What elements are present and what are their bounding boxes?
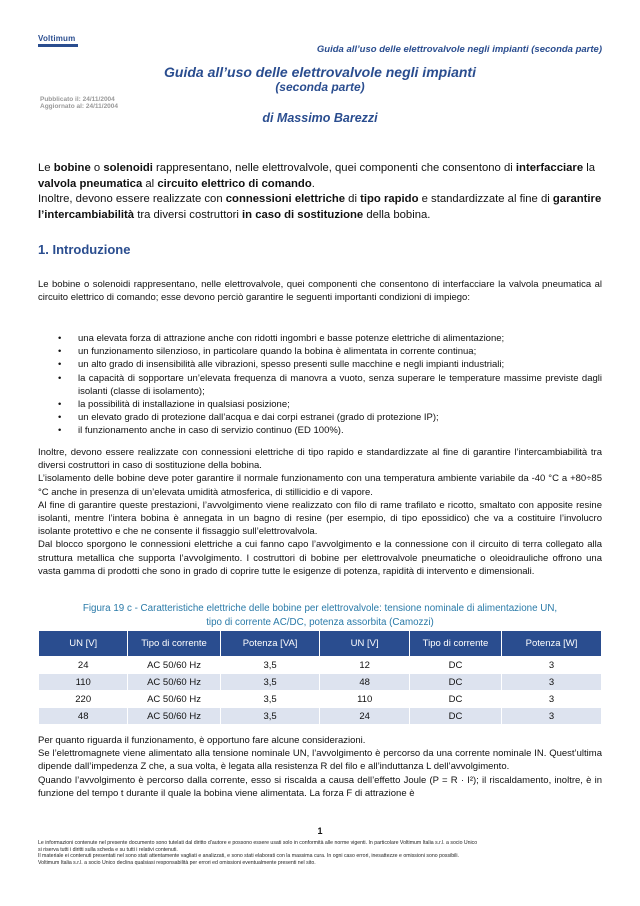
column-header: Tipo di corrente [409,631,501,657]
abstract-para-1: Le bobine o solenoidi rappresentano, nelle elettrovalvole, quei componenti che consentono di interfacciare la valvola pneumatica al circuito elettrico di comando. [38,162,596,190]
list-item: • una elevata forza di attrazione anche con ridotti ingombri e basse potenze elettriche di alimentazione; [58,333,505,344]
voltimum-logo [38,34,84,52]
abstract [38,161,602,223]
page-number: 1 [317,826,323,836]
updated-date: Aggiornato al: 24/11/2004 [40,103,119,110]
running-title: Guida all’uso delle elettrovalvole negli impianti (seconda parte) [316,44,602,55]
section-heading: 1. Introduzione [38,242,131,257]
list-item: • la capacità di sopportare un’elevata frequenza di manovra a vuoto, senza superare le temperature massime previste dagli isolanti (classe di isolamento); [58,372,602,397]
figure-caption: Figura 19 c - Caratteristiche elettriche delle bobine per elettrovalvole: tensione nominale di alimentazione UN, tipo di corrente AC/DC, potenza assorbita (Camozzi) [82,603,558,628]
author-prefix: di [262,111,274,125]
document-subtitle: (seconda parte) [275,80,365,94]
list-item: • il funzionamento anche in caso di servizio continuo (ED 100%). [58,425,344,437]
column-header: Potenza [W] [502,631,602,657]
column-header: Tipo di corrente [128,631,220,657]
after-table-text: Per quanto riguarda il funzionamento, è opportuno fare alcune considerazioni. Se l’elettromagnete viene alimentato alla tensione nominale UN, l’avvolgimento è percorso da una corrente nominale IN. Quest’ultima dipende dall’impedenza Z che, a sua volta, è legata alla resistenza R del filo e all’induttanza L dell’avvolgimento. Quando l’avvolgimento è percorso dalla corrente, esso si riscalda a causa dell’effetto Joule (P = R · I²); il riscaldamento, inoltre, è in funzione del tempo t durante il quale la bobina viene alimentata. La forza F di attrazione è [38,735,602,799]
section-para-1: Le bobine o solenoidi rappresentano, nelle elettrovalvole, quei componenti che consentono di interfacciare la valvola pneumatica al circuito elettrico di comando; esse devono perciò garantire le seguenti importanti condizioni di impiego: [38,279,602,304]
table-row: 110 AC 50/60 Hz 3,5 48 DC 3 [39,674,602,691]
table-row: 24 AC 50/60 Hz 3,5 12 DC 3 [39,657,602,674]
section-para-2: Inoltre, devono essere realizzate con connessioni elettriche di tipo rapido e standardizzate al fine di garantire l’intercambiabilità tra diversi costruttori in caso di sostituzione della bobina. L’isolamento delle bobine deve poter garantire il normale funzionamento con una temperatura ambiente variabile da -40 °C a +80÷85 °C anche in presenza di un’elevata umidità atmosferica, di stillicidio e di vapore. Al fine di garantire queste prestazioni, l’avvolgimento viene realizzato con filo di rame trafilato e ricotto, smaltato con apposite resine isolanti, mentre l’intera bobina è annegata in un bagno di resine (per esempio, di tipo epossidico) che va a costituire l’involucro isolante protettivo e che ne consente il fissaggio sull’elettrovalvola. Dal blocco sporgono le connessioni elettriche a cui fanno capo l’avvolgimento e la connessione con il circuito di terra collegato alla struttura metallica che supporta l’avvolgimento. I costruttori di bobine per elettrovalvole pneumatiche o oleoidrauliche offrono una vasta gamma di prodotti che sono in grado di coprire tutte le esigenze di potenza, rapidità di intervento e dimensionali. [38,447,602,577]
coil-table [38,630,602,725]
author-line [0,111,640,125]
bullet-list [38,332,602,438]
published-date: Pubblicato il: 24/11/2004 [40,96,115,103]
legal-footer: Le informazioni contenute nel presente documento sono tutelati dal diritto d’autore e possono essere usati solo in conformità alle norme vigenti. In particolare Voltimum Italia s.r.l. a socio Unico si riserva tutti i diritti sulla scheda e su tutti i relativi contenuti. Il materiale ei contenuti presentati nel sono stati attentamente vagliati e analizzati, e sono stati elaborati con la massima cura. In ogni caso errori, inesattezze e omissioni sono possibili. Voltimum Italia s.r.l. a socio Unico declina qualsiasi responsabilità per errori ed omissioni eventualmente presenti nel sito. [38,840,478,866]
list-item: • un funzionamento silenzioso, in particolare quando la bobina è alimentata in corrente continua; [58,346,477,358]
column-header: Potenza [VA] [220,631,320,657]
table-header-row [39,631,602,657]
logo-bar [38,44,78,47]
document-title: Guida all’uso delle elettrovalvole negli impianti [164,64,476,80]
abstract-para-2: Inoltre, devono essere realizzate con connessioni elettriche di tipo rapido e standardizzate al fine di garantire l’intercambiabilità tra diversi costruttori in caso di sostituzione della bobina. [38,193,602,221]
table-row: 220 AC 50/60 Hz 3,5 110 DC 3 [39,691,602,708]
logo-text: Voltimum [38,34,76,43]
table-row: 48 AC 50/60 Hz 3,5 24 DC 3 [39,708,602,725]
list-item: • un alto grado di insensibilità alle vibrazioni, spesso presenti sulle macchine e negli impianti industriali; [58,359,505,371]
author-name: Massimo Barezzi [276,111,378,125]
list-item: • la possibilità di installazione in qualsiasi posizione; [58,399,290,411]
list-item: • un elevato grado di protezione dall’acqua e dai corpi estranei (grado di protezione IP); [58,412,439,424]
column-header: UN [V] [39,631,128,657]
column-header: UN [V] [320,631,409,657]
